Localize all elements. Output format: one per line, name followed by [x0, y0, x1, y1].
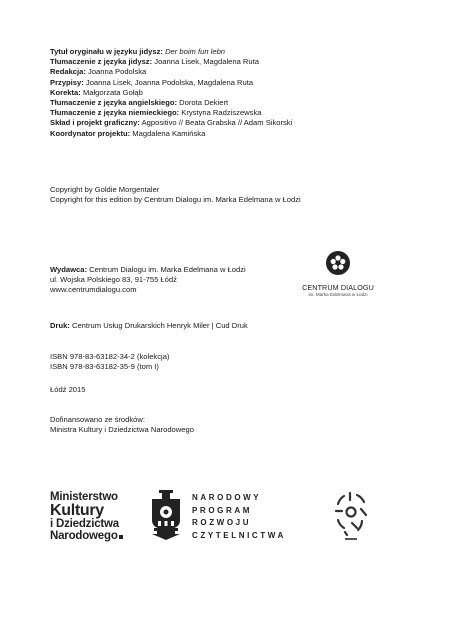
publisher-line	[50, 265, 246, 275]
publisher-name: Centrum Dialogu im. Marka Edelmana w Łodzi	[89, 265, 246, 274]
credit-row	[50, 57, 292, 67]
credit-row	[50, 118, 292, 128]
funding-label: Dofinansowano ze środków:	[50, 415, 145, 424]
ministerstwo-dot-icon	[119, 535, 123, 539]
credit-label: Tłumaczenie z języka niemieckiego:	[50, 108, 180, 118]
centrum-dialogu-title: CENTRUM DIALOGU	[302, 283, 374, 292]
credit-label: Korekta:	[50, 87, 81, 97]
nprc-line1: NARODOWY	[192, 493, 262, 502]
funding-block	[50, 415, 194, 435]
credit-value: Małgorzata Gołąb	[82, 87, 143, 97]
credit-row	[50, 88, 292, 98]
credit-value: Agpositivo // Beata Grabska // Adam Sikorski	[141, 118, 293, 128]
copyright-edition-line: Copyright for this edition by Centrum Dialogu im. Marka Edelmana w Łodzi	[50, 195, 301, 205]
credit-value: Krystyna Radziszewska	[181, 108, 262, 118]
isbn-volume: ISBN 978-83-63182-35-9 (tom I)	[50, 362, 159, 372]
credit-label: Tłumaczenie z języka angielskiego:	[50, 98, 178, 108]
credit-label: Tłumaczenie z języka jidysz:	[50, 57, 153, 67]
ministerstwo-logo	[50, 491, 135, 542]
credit-value: Der boim fun lebn	[165, 47, 226, 56]
credit-value: Magdalena Kamińska	[132, 128, 206, 138]
place-year: Łódź 2015	[50, 385, 86, 394]
ministerstwo-line3: i Dziedzictwa	[50, 518, 119, 530]
credit-label: Redakcja:	[50, 67, 86, 77]
credit-value: Joanna Lisek, Joanna Podolska, Magdalena Ruta	[85, 77, 254, 87]
print-label: Druk:	[50, 321, 70, 330]
ministerstwo-line1: Ministerstwo	[50, 491, 118, 503]
credit-label: Skład i projekt graficzny:	[50, 118, 140, 128]
credit-label: Przypisy:	[50, 77, 84, 87]
centrum-dialogu-logo	[300, 250, 376, 297]
publisher-label: Wydawca:	[50, 265, 87, 274]
credit-row	[50, 78, 292, 88]
credit-label: Tytuł oryginału w języku jidysz:	[50, 47, 163, 56]
print-block	[50, 321, 248, 331]
ministerstwo-line4-wrap	[50, 530, 135, 542]
nprc-line3: ROZWOJU	[192, 518, 252, 527]
credit-value: Joanna Lisek, Magdalena Ruta	[154, 57, 259, 67]
centrum-dialogu-emblem-icon	[325, 250, 351, 276]
publisher-block	[50, 265, 246, 296]
credit-row	[50, 47, 292, 57]
credit-row	[50, 98, 292, 108]
credit-row	[50, 67, 292, 77]
publisher-website: www.centrumdialogu.com	[50, 285, 137, 295]
locomotive-icon	[148, 490, 184, 540]
credits-block	[50, 47, 292, 139]
ministerstwo-line4: Narodowego	[50, 530, 118, 542]
credit-value: Dorota Dekiert	[179, 98, 229, 108]
publisher-address: ul. Wojska Polskiego 83, 91-755 Łódź	[50, 275, 177, 285]
credit-row	[50, 129, 292, 139]
credit-row	[50, 108, 292, 118]
centrum-dialogu-subtitle: im. Marka Edelmana w Łodzi	[308, 292, 368, 297]
funding-source: Ministra Kultury i Dziedzictwa Narodowego	[50, 425, 194, 435]
nprc-line4: CZYTELNICTWA	[192, 530, 286, 540]
print-value: Centrum Usług Drukarskich Henryk Miler | Cud Druk	[71, 321, 248, 330]
credit-label: Koordynator projektu:	[50, 128, 131, 138]
nprc-logo	[192, 492, 286, 542]
isbn-block	[50, 352, 169, 372]
credit-value: Joanna Podolska	[88, 67, 147, 77]
copyright-block	[50, 185, 301, 205]
isbn-collection: ISBN 978-83-63182-34-2 (kolekcja)	[50, 352, 170, 361]
nprc-line2: PROGRAM	[192, 505, 252, 515]
abstract-logo-icon	[330, 490, 372, 542]
copyright-line: Copyright by Goldie Morgentaler	[50, 185, 160, 194]
ministerstwo-line2: Kultury	[50, 502, 104, 519]
